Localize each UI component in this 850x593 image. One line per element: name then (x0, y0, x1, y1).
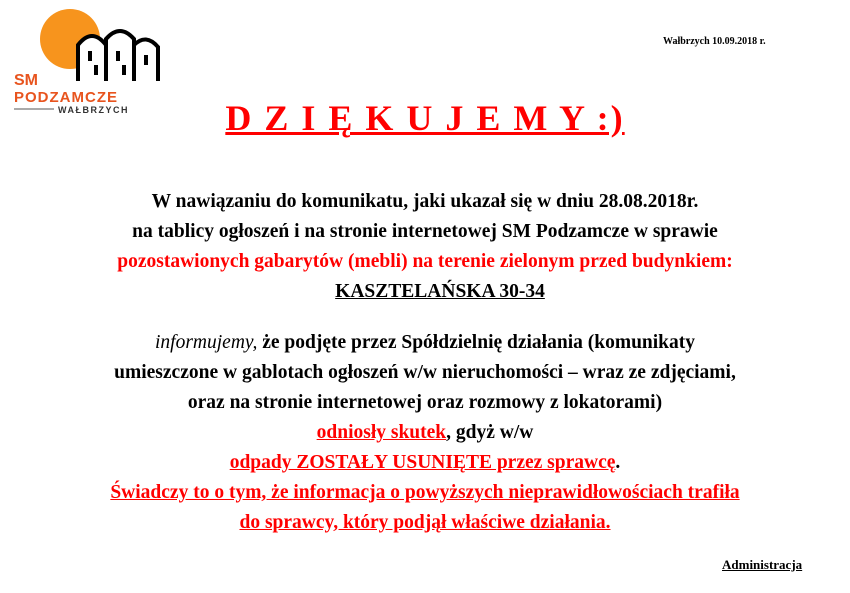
result-text: odniosły skutek (316, 422, 447, 443)
paragraph-information (0, 328, 850, 538)
paragraph1-line2: na tablicy ogłoszeń i na stronie internetowej SM Podzamcze w sprawie (132, 221, 718, 242)
paragraph2-line4-rest: , gdyż w/w (446, 422, 534, 443)
paragraph1-line3: pozostawionych gabarytów (mebli) na terenie zielonym przed budynkiem: (117, 251, 733, 272)
paragraph2-line2: umieszczone w gablotach ogłoszeń w/w nieruchomości – wraz ze zdjęciami, (114, 362, 736, 383)
informujemy-text: informujemy, (154, 332, 258, 353)
logo-text-sm: SM (14, 72, 38, 89)
signature: Administracja (722, 557, 803, 572)
paragraph2-line1 (0, 328, 850, 358)
paragraph2-line5-rest: . (615, 452, 621, 473)
paragraph2-line4 (0, 418, 850, 448)
paragraph2-line6: Świadczy to o tym, że informacja o powyższych nieprawidłowościach trafiła (110, 482, 740, 503)
page-title: D Z I Ę K U J E M Y :) (225, 98, 625, 138)
removed-text: odpady ZOSTAŁY USUNIĘTE przez sprawcę (229, 452, 616, 473)
paragraph2-line5 (0, 448, 850, 478)
paragraph2-line3: oraz na stronie internetowej oraz rozmowy z lokatorami) (187, 392, 663, 413)
paragraph2-line1-rest: że podjęte przez Spółdzielnię działania (komunikaty (257, 332, 696, 353)
address-line (0, 277, 850, 307)
paragraph2-line7: do sprawcy, który podjął właściwe działania. (239, 512, 611, 533)
paragraph-announcement (0, 187, 850, 307)
paragraph1-line1: W nawiązaniu do komunikatu, jaki ukazał się w dniu 28.08.2018r. (151, 191, 699, 212)
logo-text-podzamcze: PODZAMCZE (14, 89, 118, 106)
paragraph2-line7-wrap (0, 508, 850, 538)
document-date: Wałbrzych 10.09.2018 r. (663, 36, 766, 47)
address-text: KASZTELAŃSKA 30-34 (335, 281, 545, 302)
logo-text-walbrzych: WAŁBRZYCH (58, 105, 129, 115)
